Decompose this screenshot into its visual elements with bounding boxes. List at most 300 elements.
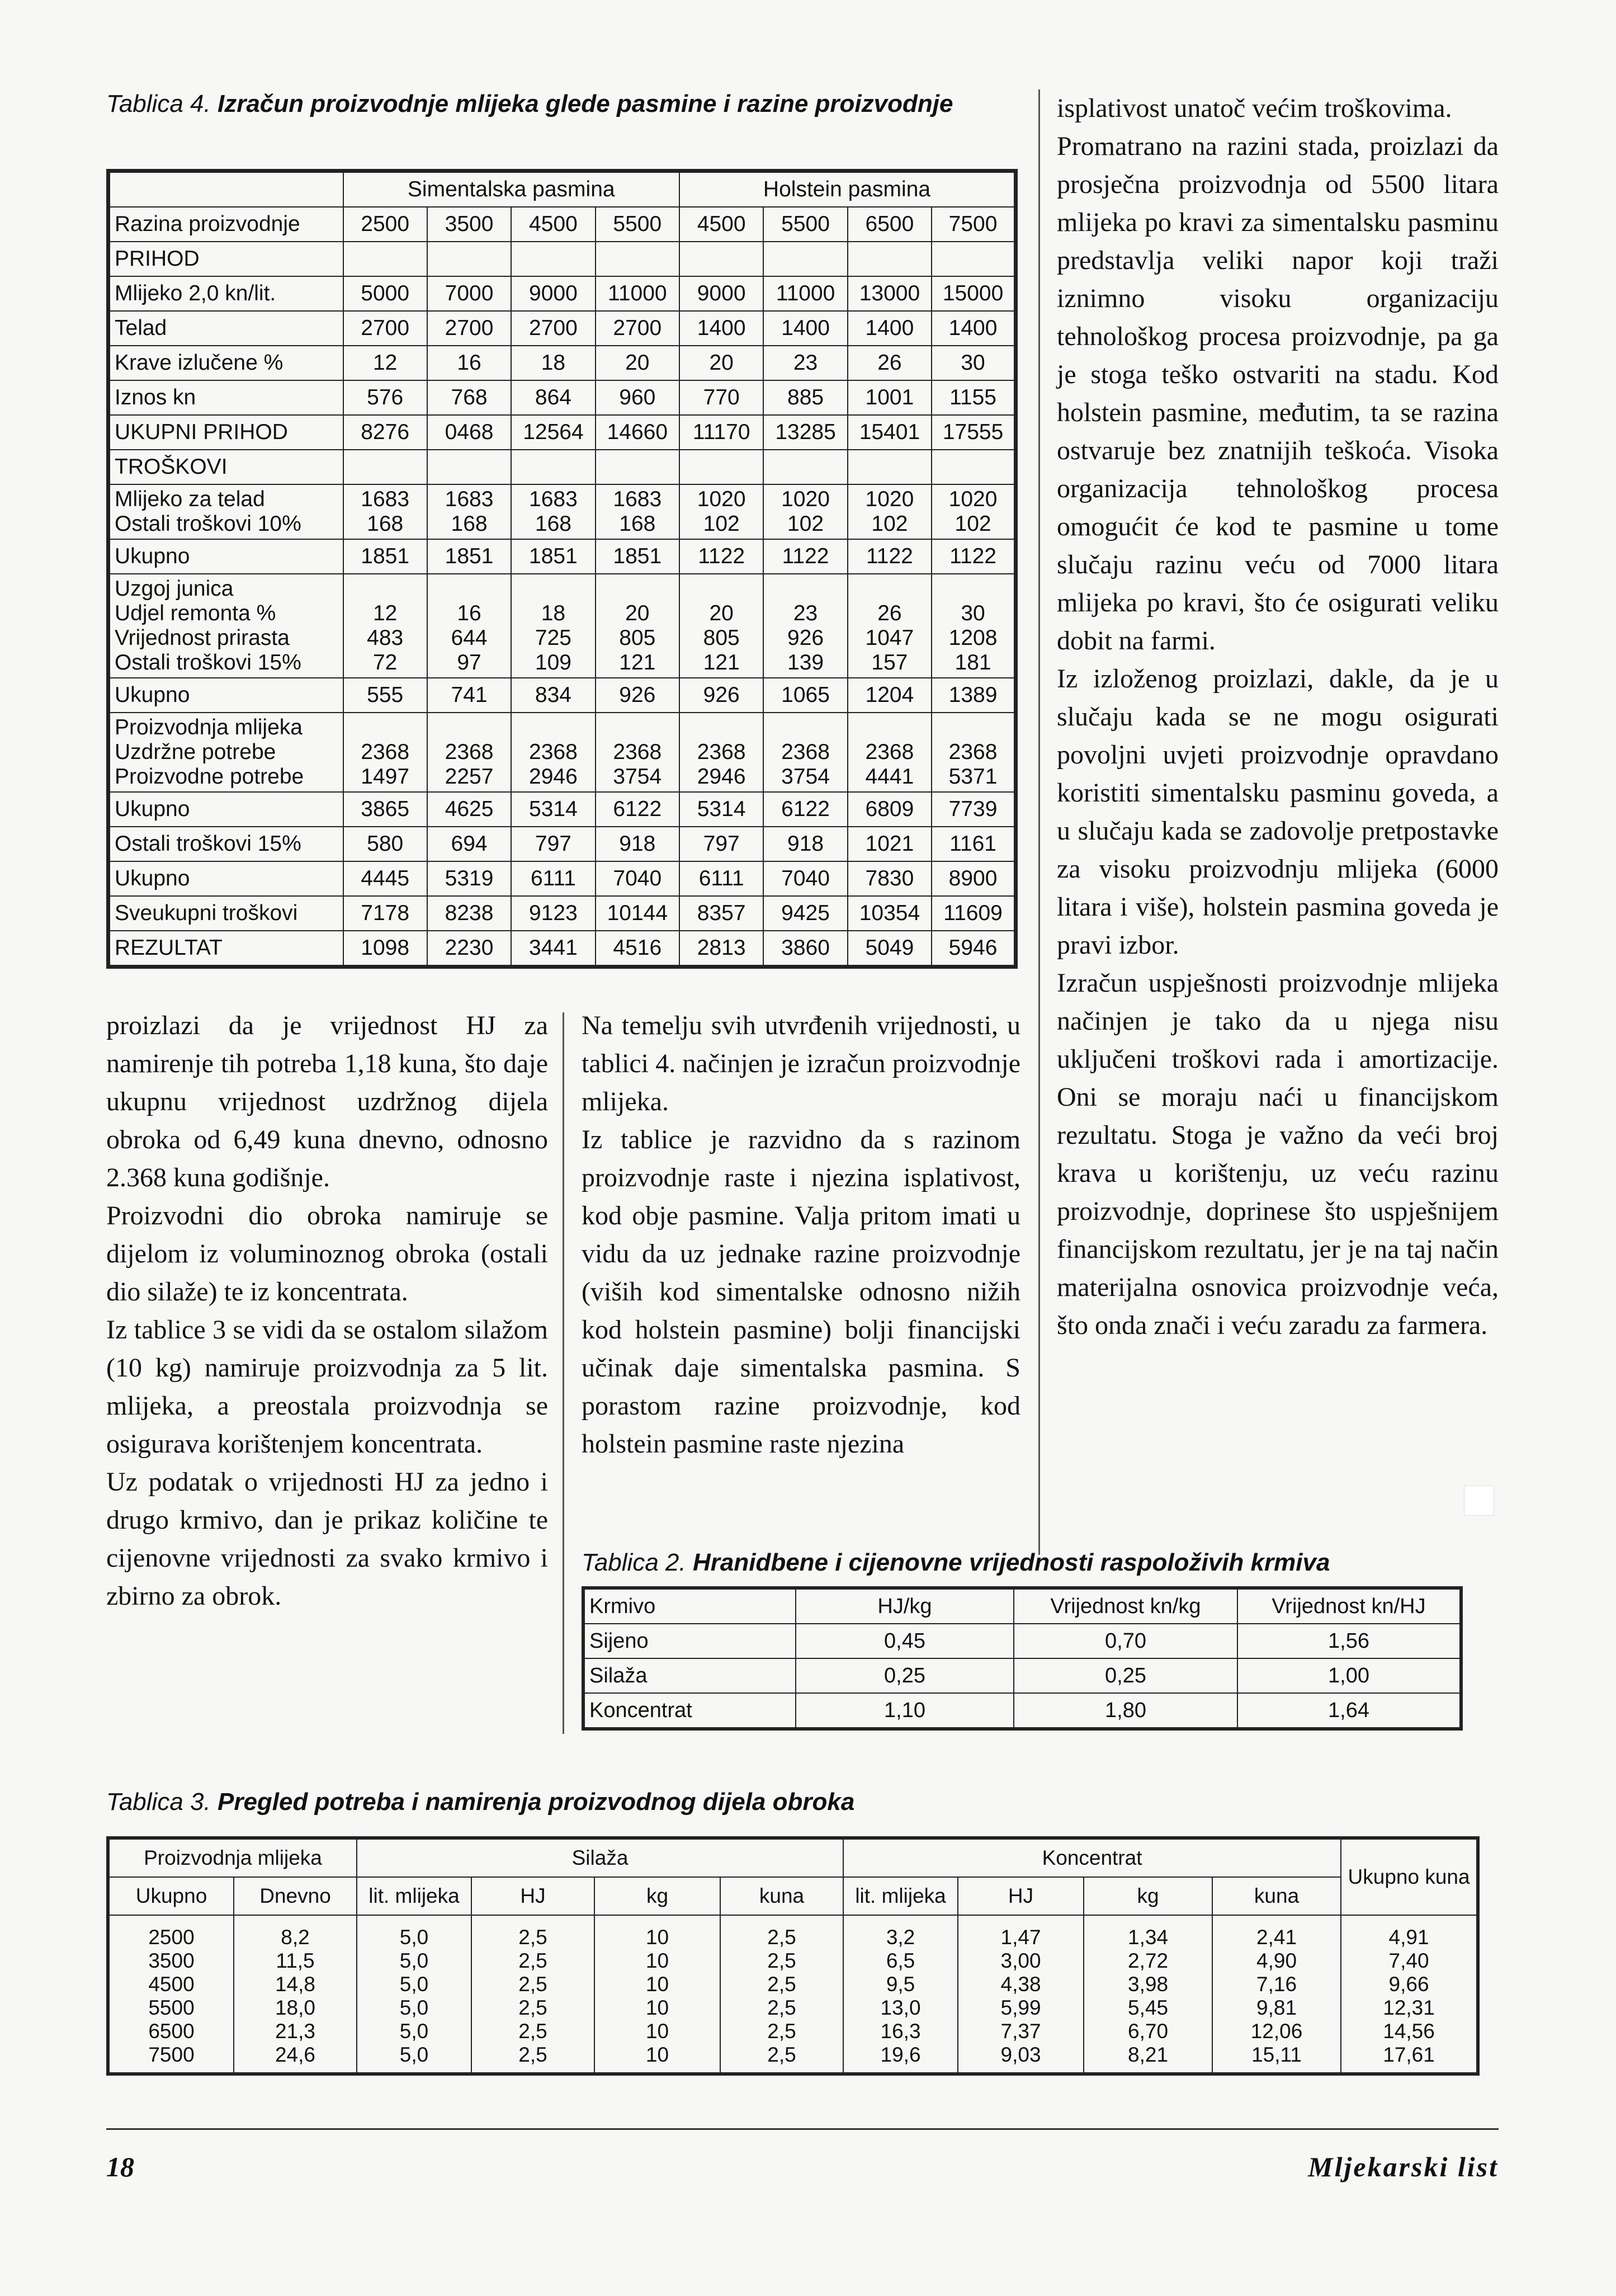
table2-cell: 1,80 xyxy=(1014,1693,1237,1729)
table4-value: 4500 xyxy=(529,212,578,236)
table4-value: 805 xyxy=(619,626,656,650)
table4-cell xyxy=(932,931,1015,967)
table4-cell xyxy=(511,678,595,713)
table3-value: 2,5 xyxy=(767,1973,796,1996)
table3-column-cell xyxy=(720,1915,843,2074)
table4-value: 5371 xyxy=(948,765,998,789)
table4-cell xyxy=(511,931,595,967)
table4-cell xyxy=(848,931,932,967)
table4-value: 15000 xyxy=(942,281,1004,305)
table4-value: 168 xyxy=(451,512,488,536)
table4-value: 168 xyxy=(619,512,656,536)
table3-value: 5,0 xyxy=(399,1973,429,1996)
table3-value: 5500 xyxy=(148,1996,195,2019)
table2-header-value-hj: Vrijednost kn/HJ xyxy=(1237,1588,1461,1624)
table3-title: Pregled potreba i namirenja proizvodnog dijela obroka xyxy=(217,1788,855,1816)
table4-value: 5314 xyxy=(697,797,746,821)
table4-value: 3500 xyxy=(445,212,494,236)
table4-value: 102 xyxy=(871,512,908,536)
table3-value: 13,0 xyxy=(880,1996,921,2019)
table3-subheader: lit. mlijeka xyxy=(357,1877,471,1915)
table4-cell xyxy=(848,792,932,827)
table4-row xyxy=(108,415,1016,450)
table3-value: 14,56 xyxy=(1383,2020,1435,2043)
table4-row-label-line: Uzdržne potrebe xyxy=(115,740,276,764)
table4-value: 9425 xyxy=(781,901,830,925)
table4-cell xyxy=(848,713,932,792)
table4-cell xyxy=(679,539,763,574)
table4-value: 3865 xyxy=(361,797,410,821)
table4-value: 11170 xyxy=(692,420,750,444)
table4-row-label xyxy=(108,207,343,242)
table4-cell xyxy=(679,827,763,861)
table4-value: 576 xyxy=(367,385,404,409)
table4-value: 168 xyxy=(535,512,571,536)
table4-cell xyxy=(932,678,1015,713)
table4-row-label-line: Krave izlučene % xyxy=(115,351,283,375)
table4-value: 5319 xyxy=(445,866,494,890)
table4-value: 4625 xyxy=(445,797,494,821)
table3-value: 11,5 xyxy=(276,1949,315,1972)
table4-cell xyxy=(511,539,595,574)
table3-column-cell xyxy=(594,1915,720,2074)
table3-value: 2,5 xyxy=(767,2020,796,2043)
table4-row-label xyxy=(108,380,343,415)
end-of-article-mark xyxy=(1464,1486,1494,1516)
table4-cell xyxy=(848,827,932,861)
table4-cell xyxy=(511,207,595,242)
table2-label: Tablica 2. xyxy=(582,1549,686,1576)
table2-cell: Sijeno xyxy=(583,1624,796,1658)
table4-value: 9123 xyxy=(529,901,578,925)
table4-cell xyxy=(511,896,595,931)
table4-value: 11000 xyxy=(776,281,835,305)
table4-value: 6500 xyxy=(865,212,914,236)
table4-value: 2500 xyxy=(361,212,410,236)
table4-row-label-line: TROŠKOVI xyxy=(115,455,228,479)
table4-row-label xyxy=(108,276,343,311)
table4-cell xyxy=(932,311,1015,346)
table4-value: 1683 xyxy=(529,487,578,511)
table4-cell xyxy=(932,896,1015,931)
table4-cell xyxy=(427,713,511,792)
table4-cell xyxy=(848,484,932,539)
table3-value: 7,16 xyxy=(1256,1973,1297,1996)
table3-subheader: HJ xyxy=(958,1877,1084,1915)
table4-cell xyxy=(343,792,427,827)
table4-value: 20 xyxy=(625,601,650,625)
table3-value: 5,0 xyxy=(399,2020,429,2043)
table3-value: 18,0 xyxy=(275,1996,315,2019)
table4-value: 1851 xyxy=(529,544,578,568)
table4-cell xyxy=(679,484,763,539)
table4-cell xyxy=(763,574,847,678)
table4-value: 11000 xyxy=(608,281,667,305)
paragraph: Iz izloženog proizlazi, dakle, da je u slučaju kada se ne mogu osigurati povoljni uvjeti proizvodnje opravdano koristiti simentalsku pasminu goveda, a u slučaju kada se zadovolje pretpostavke za visoku proizvodnju mlijeka (6000 litara i više), holstein pasmina goveda je pravi izbor. xyxy=(1057,664,1499,960)
table4-cell xyxy=(679,931,763,967)
table4-value: 3860 xyxy=(781,936,830,960)
table4-value: 2368 xyxy=(361,740,410,764)
table4-cell xyxy=(932,827,1015,861)
table4-cell xyxy=(679,450,763,484)
table2-header-feed: Krmivo xyxy=(583,1588,796,1624)
table4-value: 1683 xyxy=(445,487,494,511)
table4-value: 6122 xyxy=(613,797,662,821)
table3-value: 5,0 xyxy=(399,1949,429,1972)
table4-cell xyxy=(427,380,511,415)
table4-cell xyxy=(511,346,595,380)
table2-cell: 1,56 xyxy=(1237,1624,1461,1658)
table4-value: 1065 xyxy=(781,683,830,707)
table4-value: 1204 xyxy=(865,683,914,707)
table3-value: 9,81 xyxy=(1256,1996,1297,2019)
table3-value: 14,8 xyxy=(275,1973,315,1996)
footer-rule xyxy=(106,2128,1499,2130)
table4-row-label-line: Razina proizvodnje xyxy=(115,212,300,236)
table4-value: 2946 xyxy=(697,765,746,789)
table4-value: 1020 xyxy=(865,487,914,511)
table4-cell xyxy=(511,861,595,896)
table3-value: 10 xyxy=(645,2043,669,2066)
table4-cell xyxy=(343,242,427,276)
table4-cell xyxy=(511,713,595,792)
table4-value: 7739 xyxy=(948,797,998,821)
table2-cell: Koncentrat xyxy=(583,1693,796,1729)
table4-cell xyxy=(427,207,511,242)
table3-value: 10 xyxy=(645,1973,669,1996)
table4-row xyxy=(108,678,1016,713)
table3-subheader: kuna xyxy=(720,1877,843,1915)
table4-cell xyxy=(848,276,932,311)
table4-cell xyxy=(932,415,1015,450)
table4-cell xyxy=(763,311,847,346)
table4-value: 3754 xyxy=(613,765,662,789)
table3-value: 24,6 xyxy=(275,2043,315,2066)
table4-cell xyxy=(932,276,1015,311)
table4-value: 0468 xyxy=(445,420,494,444)
table4-cell xyxy=(596,931,679,967)
table3-group-total: Ukupno kuna xyxy=(1341,1838,1478,1915)
paragraph: Proizvodni dio obroka namiruje se dijelom iz voluminoznog obroka (ostali dio silaže) te iz koncentrata. xyxy=(106,1201,548,1307)
table4-value: 109 xyxy=(535,650,571,675)
table4-cell xyxy=(848,861,932,896)
table3-value: 4,90 xyxy=(1256,1949,1297,1972)
table4-cell xyxy=(679,380,763,415)
table4-cell xyxy=(596,678,679,713)
table4-value: 864 xyxy=(535,385,571,409)
table4-value: 768 xyxy=(451,385,488,409)
table4-cell xyxy=(848,380,932,415)
table4-value: 18 xyxy=(541,601,566,625)
table4-row xyxy=(108,276,1016,311)
table2-cell: 0,25 xyxy=(1014,1658,1237,1693)
table4-value: 580 xyxy=(367,832,404,856)
table4-cell xyxy=(343,896,427,931)
table4-row-label xyxy=(108,861,343,896)
table4-value: 14660 xyxy=(607,420,668,444)
table4-cell xyxy=(679,276,763,311)
table4-value xyxy=(849,715,930,740)
table3-value: 1,47 xyxy=(1000,1926,1041,1949)
table3 xyxy=(106,1836,1480,2076)
table4-value: 1497 xyxy=(361,765,410,789)
table4-value xyxy=(429,577,509,601)
table4-cell xyxy=(596,484,679,539)
table4-cell xyxy=(679,311,763,346)
table4-row-label xyxy=(108,574,343,678)
table4-cell xyxy=(343,415,427,450)
table4-row-label-line: Uzgoj junica xyxy=(115,577,234,601)
table4-value: 97 xyxy=(457,650,481,675)
table4-cell xyxy=(596,415,679,450)
table2-cell: 1,64 xyxy=(1237,1693,1461,1729)
table2-header-value-kg: Vrijednost kn/kg xyxy=(1014,1588,1237,1624)
table4-value: 1851 xyxy=(445,544,494,568)
table4-value xyxy=(681,577,762,601)
table3-value: 3,00 xyxy=(1000,1949,1041,1972)
table4-value: 4500 xyxy=(697,212,746,236)
table2-cell: Silaža xyxy=(583,1658,796,1693)
table4-value: 1047 xyxy=(865,626,914,650)
table4-value: 1400 xyxy=(697,316,746,340)
table4-row-label xyxy=(108,450,343,484)
table2-caption xyxy=(582,1548,1499,1577)
table4-cell xyxy=(343,574,427,678)
table4-value: 12564 xyxy=(523,420,584,444)
table4-cell xyxy=(848,207,932,242)
table4-value: 1851 xyxy=(613,544,662,568)
table4-row-label xyxy=(108,242,343,276)
middle-column-text xyxy=(582,1007,1020,1463)
table4-value: 5500 xyxy=(781,212,830,236)
table4-value: 4441 xyxy=(865,765,914,789)
table4-value: 102 xyxy=(787,512,824,536)
table4-cell xyxy=(343,380,427,415)
table4-value: 1683 xyxy=(613,487,662,511)
table3-value: 2500 xyxy=(148,1926,195,1949)
table3-value: 4,91 xyxy=(1388,1926,1429,1949)
table4-value: 741 xyxy=(451,683,488,707)
table4-value: 9000 xyxy=(529,281,578,305)
table4-value: 7040 xyxy=(781,866,830,890)
table4-row-label-line: Ukupno xyxy=(115,797,190,821)
table2-row xyxy=(583,1658,1461,1693)
table3-value: 7500 xyxy=(148,2043,195,2066)
table4-value: 2946 xyxy=(529,765,578,789)
table4-cell xyxy=(343,931,427,967)
table2-row xyxy=(583,1693,1461,1729)
table4-cell xyxy=(596,380,679,415)
table4-row-label xyxy=(108,484,343,539)
table4-cell xyxy=(427,574,511,678)
table4-row-label-line: Ostali troškovi 10% xyxy=(115,512,301,536)
table4-cell xyxy=(343,450,427,484)
table4-value: 30 xyxy=(961,351,985,375)
table4-value: 10144 xyxy=(607,901,668,925)
table4-row-label-line: Udjel remonta % xyxy=(115,601,276,625)
table3-group-silage: Silaža xyxy=(357,1838,843,1877)
table4-value: 157 xyxy=(871,650,908,675)
table4-row xyxy=(108,896,1016,931)
table4-value: 26 xyxy=(877,351,902,375)
table4-cell xyxy=(763,484,847,539)
table4-value: 2368 xyxy=(948,740,998,764)
table4-cell xyxy=(932,242,1015,276)
table4-cell xyxy=(848,242,932,276)
table2-cell: 0,70 xyxy=(1014,1624,1237,1658)
table3-value: 7,40 xyxy=(1388,1949,1429,1972)
table2-cell: 1,10 xyxy=(796,1693,1014,1729)
table4-cell xyxy=(848,346,932,380)
table4-row-label-line: Mlijeko za telad xyxy=(115,487,265,511)
table4-cell xyxy=(679,242,763,276)
table4-cell xyxy=(343,678,427,713)
table3-value: 6500 xyxy=(148,2020,195,2043)
table4-row xyxy=(108,713,1016,792)
table4-value: 7500 xyxy=(948,212,998,236)
table4-value: 11609 xyxy=(943,901,1003,925)
table4-cell xyxy=(763,539,847,574)
table4-cell xyxy=(763,276,847,311)
table4-cell xyxy=(679,415,763,450)
table4-value: 2368 xyxy=(613,740,662,764)
table2-cell: 0,45 xyxy=(796,1624,1014,1658)
table4-value: 23 xyxy=(793,351,818,375)
table3-subheader: lit. mlijeka xyxy=(843,1877,958,1915)
table4-row xyxy=(108,484,1016,539)
table4-value: 1021 xyxy=(865,832,914,856)
table4-cell xyxy=(511,380,595,415)
table4-cell xyxy=(848,311,932,346)
table4-value: 2700 xyxy=(613,316,662,340)
table4-cell xyxy=(763,242,847,276)
table4-value: 1020 xyxy=(948,487,998,511)
table4-cell xyxy=(679,792,763,827)
table4-cell xyxy=(427,311,511,346)
table4-row xyxy=(108,380,1016,415)
table3-value: 6,5 xyxy=(886,1949,915,1972)
table4-value: 926 xyxy=(619,683,656,707)
table4-row-label xyxy=(108,539,343,574)
table3-value: 2,5 xyxy=(518,1949,547,1972)
table4-cell xyxy=(679,346,763,380)
table4-value: 9000 xyxy=(697,281,746,305)
table4-value: 2368 xyxy=(529,740,578,764)
table4-row-label-line: Telad xyxy=(115,316,167,340)
journal-name: Mljekarski list xyxy=(1308,2151,1499,2182)
table4-cell xyxy=(511,276,595,311)
table4-cell xyxy=(427,276,511,311)
table4-cell xyxy=(932,539,1015,574)
table4-value: 1020 xyxy=(781,487,830,511)
table4-value: 2368 xyxy=(781,740,830,764)
table4-cell xyxy=(596,207,679,242)
left-column-text xyxy=(106,1007,548,1615)
table4-breed-holstein: Holstein pasmina xyxy=(679,171,1016,208)
table4-cell xyxy=(596,242,679,276)
table4-row-label-line: REZULTAT xyxy=(115,936,223,960)
table4-cell xyxy=(343,207,427,242)
table3-column-cell xyxy=(357,1915,471,2074)
table4-value xyxy=(681,715,762,740)
table4-value xyxy=(765,715,845,740)
table3-subheader: kg xyxy=(594,1877,720,1915)
table4-value: 7000 xyxy=(445,281,494,305)
table4-row-label-line: Vrijednost prirasta xyxy=(115,626,290,650)
table4-value: 1155 xyxy=(949,385,996,409)
table4-cell xyxy=(932,713,1015,792)
table3-value: 3500 xyxy=(148,1949,195,1972)
table4-value xyxy=(597,577,678,601)
paragraph: Iz tablice je razvidno da s razinom proizvodnje raste i njezina isplativost, kod obje pasmine. Valja pritom imati u vidu da uz jednake razine proizvodnje (viših kod simentalske odnosno nižih kod holstein pasmine) bolji financijski učinak daje simentalska pasmina. S porastom razine proizvodnje, kod holstein pasmine raste njezina xyxy=(582,1125,1020,1459)
table4-row-label xyxy=(108,896,343,931)
table4-cell xyxy=(511,827,595,861)
table4-row xyxy=(108,450,1016,484)
table4-value xyxy=(765,577,845,601)
table4-value: 12 xyxy=(372,601,398,625)
table4-row xyxy=(108,242,1016,276)
table4-cell xyxy=(343,484,427,539)
table4-cell xyxy=(511,311,595,346)
table4-value: 139 xyxy=(787,650,824,675)
table4-cell xyxy=(427,896,511,931)
table4-cell xyxy=(596,276,679,311)
table4-value: 770 xyxy=(703,385,740,409)
table4-value: 5049 xyxy=(865,936,914,960)
table4-row xyxy=(108,574,1016,678)
table3-group-concentrate: Koncentrat xyxy=(843,1838,1341,1877)
table4-value: 121 xyxy=(619,650,656,675)
table4-value: 5314 xyxy=(529,797,578,821)
table3-value: 5,0 xyxy=(399,2043,429,2066)
table4-row-label-line: Iznos kn xyxy=(115,385,196,409)
table4-value: 4516 xyxy=(613,936,662,960)
table4-cell xyxy=(679,861,763,896)
table3-value: 2,5 xyxy=(518,1973,547,1996)
table4-value: 13285 xyxy=(775,420,836,444)
table4-value: 5000 xyxy=(361,281,410,305)
table4-cell xyxy=(596,896,679,931)
table4-value: 3441 xyxy=(529,936,578,960)
table4-cell xyxy=(511,574,595,678)
paragraph: Na temelju svih utvrđenih vrijednosti, u tablici 4. načinjen je izračun proizvodnje mlijeka. xyxy=(582,1011,1020,1116)
table4-cell xyxy=(848,450,932,484)
table4-cell xyxy=(427,792,511,827)
table3-column-cell xyxy=(471,1915,594,2074)
table4-row-label xyxy=(108,931,343,967)
table3-value: 7,37 xyxy=(1000,2020,1041,2043)
table4-cell xyxy=(427,827,511,861)
table4-value: 1161 xyxy=(949,832,996,856)
table4-cell xyxy=(932,450,1015,484)
table4-cell xyxy=(848,539,932,574)
table4-value: 18 xyxy=(541,351,566,375)
table4-value xyxy=(345,715,426,740)
table4-value: 23 xyxy=(793,601,818,625)
table4-value: 6111 xyxy=(530,866,576,890)
table4-cell xyxy=(596,539,679,574)
table4-cell xyxy=(343,713,427,792)
table4-value: 8276 xyxy=(361,420,410,444)
paragraph: Promatrano na razini stada, proizlazi da prosječna proizvodnja od 5500 litara mlijeka po kravi za simentalsku pasminu predstavlja veliki napor koji traži iznimno visoku organizaciju tehnološkog procesa proizvodnje, pa ga je stoga teško ostvariti na stadu. Kod holstein pasmine, međutim, ta se razina ostvaruje bez znatnijih teškoća. Visoka organizacija tehnološkog procesa omogućit će kod te pasmine u tome slučaju razinu veću od 7000 litara mlijeka po kravi, što će osigurati veliku dobit na farmi. xyxy=(1057,131,1499,656)
table3-column-cell xyxy=(1084,1915,1212,2074)
table4-cell xyxy=(343,827,427,861)
table3-subheader: kg xyxy=(1084,1877,1212,1915)
table3-value: 6,70 xyxy=(1128,2020,1169,2043)
table4-row-label-line: UKUPNI PRIHOD xyxy=(115,420,288,444)
table4-value: 16 xyxy=(457,351,481,375)
table4-row-label-line: Ostali troškovi 15% xyxy=(115,650,301,675)
